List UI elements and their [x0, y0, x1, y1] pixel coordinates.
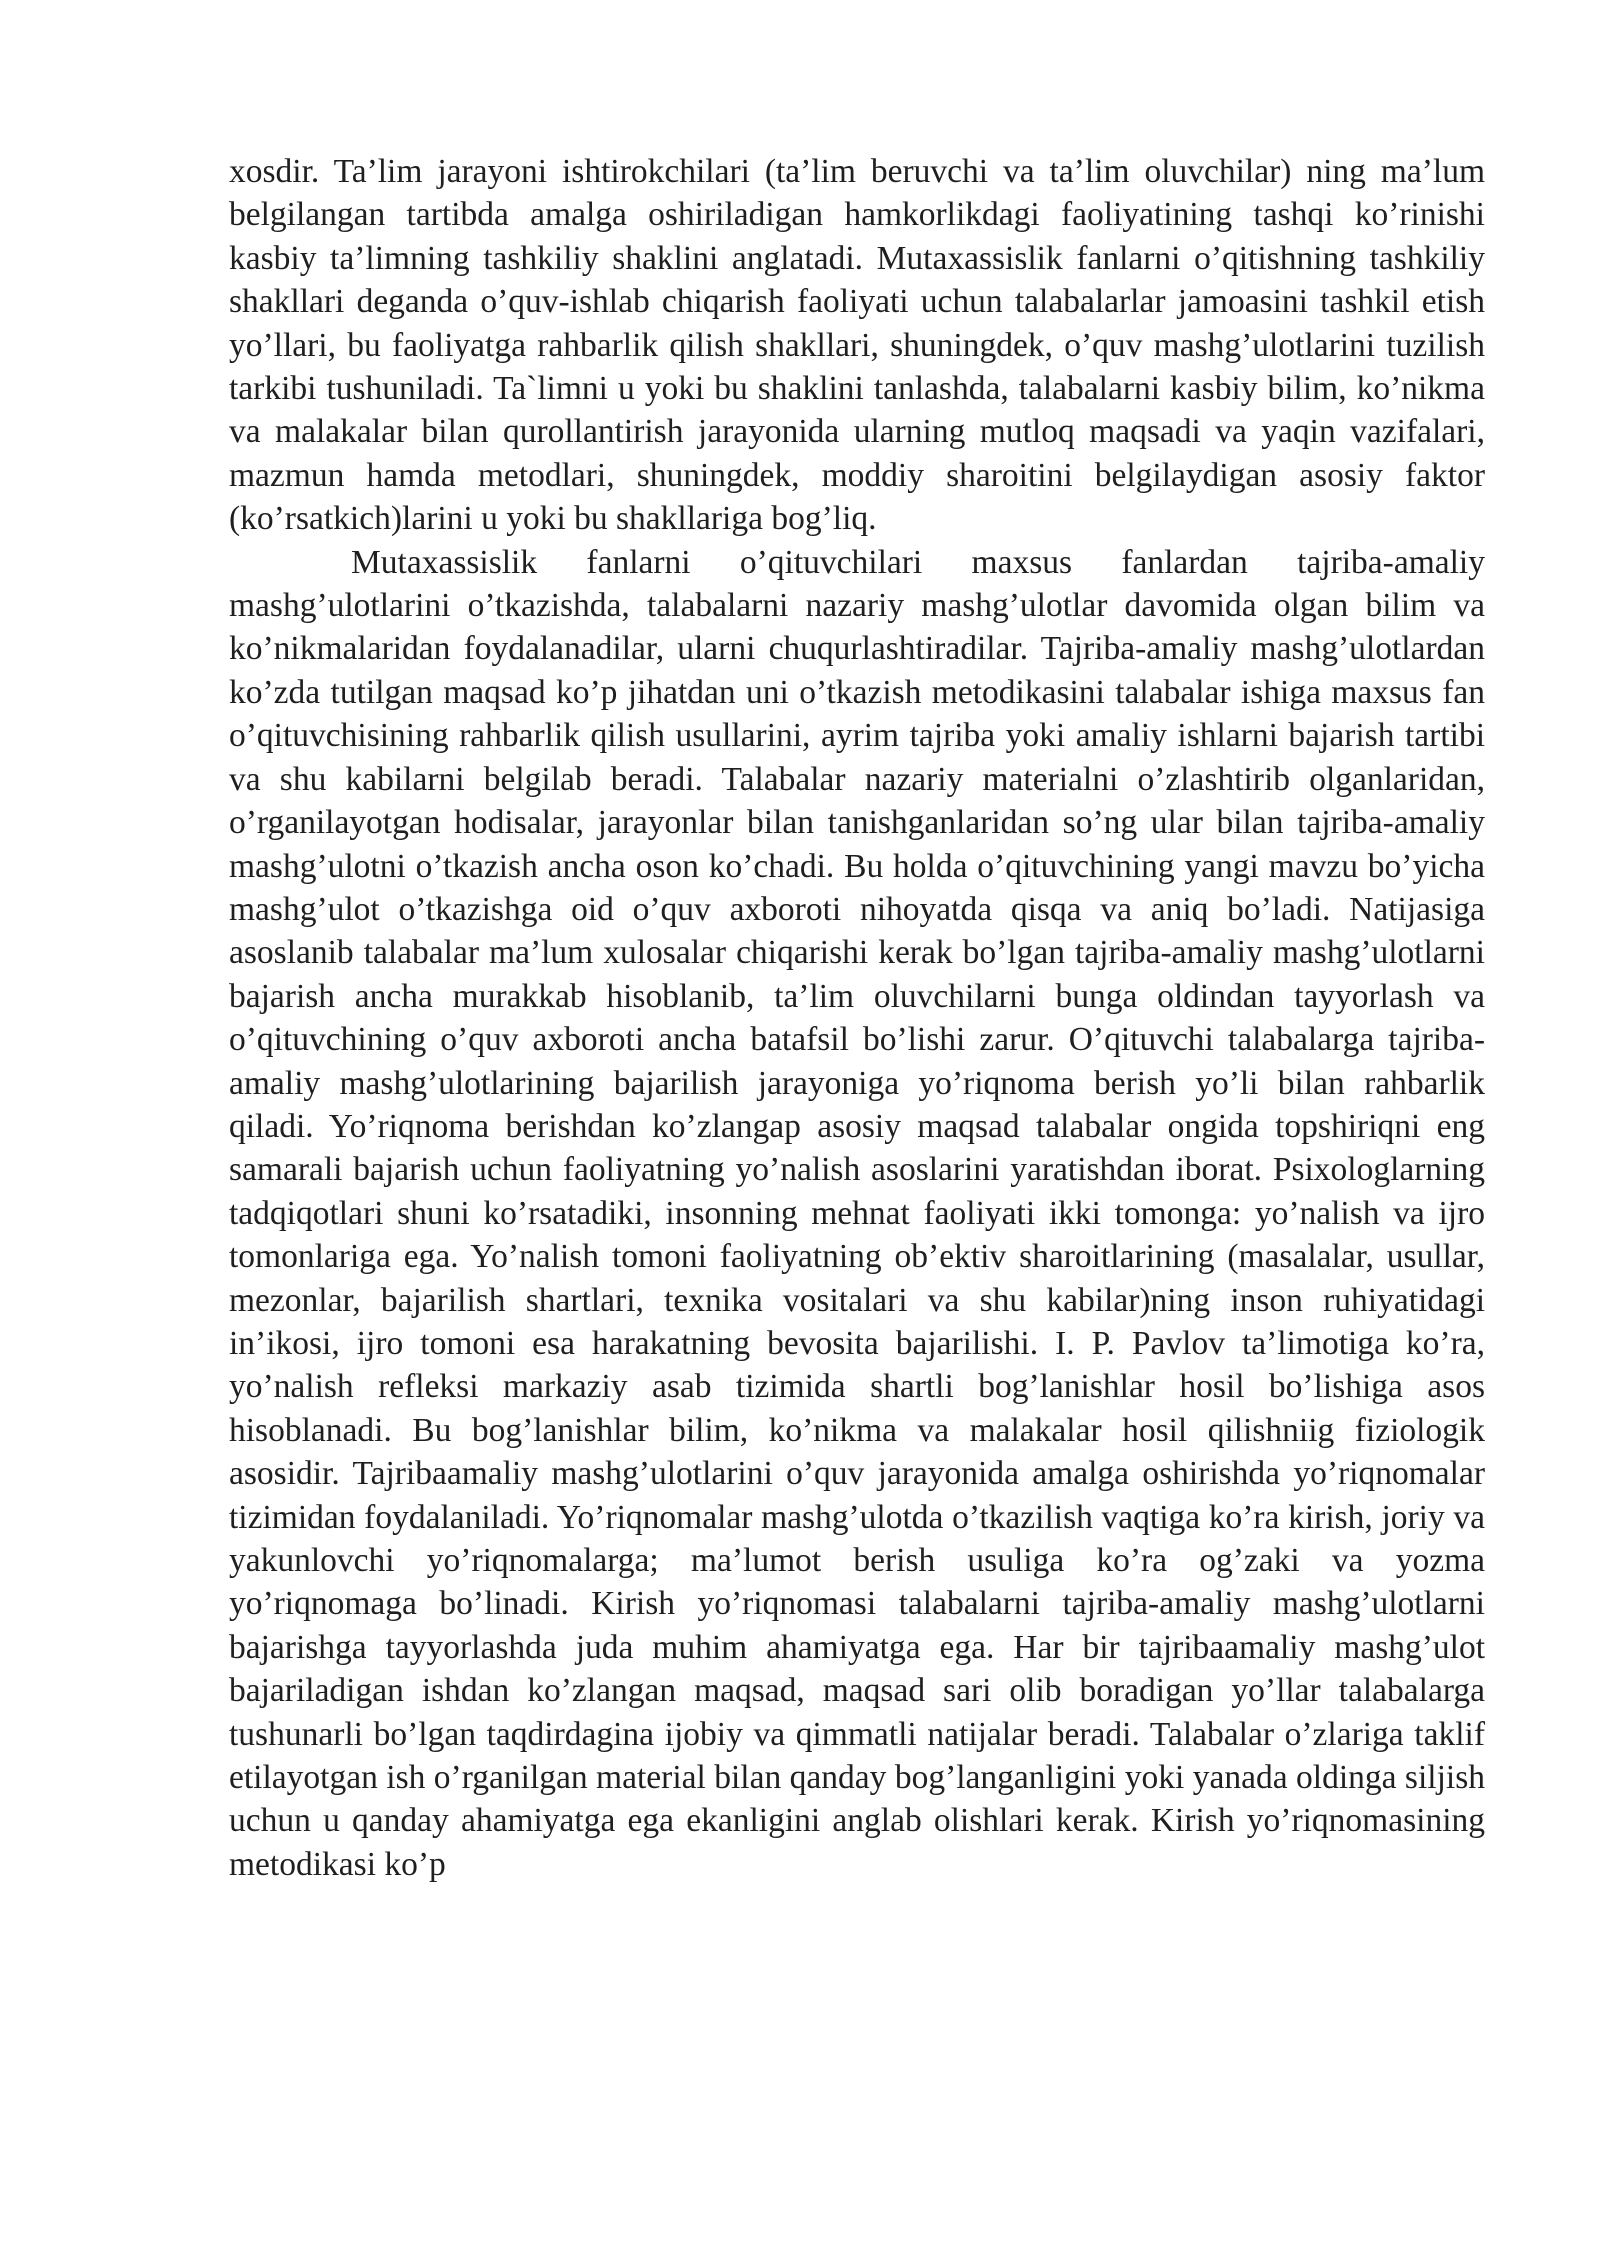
paragraph-practical-classes: Mutaxassislik fanlarni o’qituvchilari maxsus fanlardan tajriba-amaliy mashg’ulotlarini o’tkazishda, talabalarni nazariy mashg’ulotlar davomida olgan bilim va ko’nikmalaridan foydalanadilar, ularni chuqurlashtiradilar. Tajriba-amaliy mashg’ulotlardan ko’zda tutilgan maqsad ko’p jihatdan uni o’tkazish metodikasini talabalar ishiga maxsus fan o’qituvchisining rahbarlik qilish usullarini, ayrim tajriba yoki amaliy ishlarni bajarish tartibi va shu kabilarni belgilab beradi. Talabalar nazariy materialni o’zlashtirib olganlaridan, o’rganilayotgan hodisalar, jarayonlar bilan tanishganlaridan so’ng ular bilan tajriba-amaliy mashg’ulotni o’tkazish ancha oson ko’chadi. Bu holda o’qituvchining yangi mavzu bo’yicha mashg’ulot o’tkazishga oid o’quv axboroti nihoyatda qisqa va aniq bo’ladi. Natijasiga asoslanib talabalar ma’lum xulosalar chiqarishi kerak bo’lgan tajriba-amaliy mashg’ulotlarni bajarish ancha murakkab hisoblanib, ta’lim oluvchilarni bunga oldindan tayyorlash va o’qituvchining o’quv axboroti ancha batafsil bo’lishi zarur. O’qituvchi talabalarga tajriba-amaliy mashg’ulotlarining bajarilish jarayoniga yo’riqnoma berish yo’li bilan rahbarlik qiladi. Yo’riqnoma berishdan ko’zlangap asosiy maqsad talabalar ongida topshiriqni eng samarali bajarish uchun faoliyatning yo’nalish asoslarini yaratishdan iborat. Psixologlarning tadqiqotlari shuni ko’rsatadiki, insonning mehnat faoliyati ikki tomonga: yo’nalish va ijro tomonlariga ega. Yo’nalish tomoni faoliyatning ob’ektiv sharoitlarining (masalalar, usullar, mezonlar, bajarilish shartlari, texnika vositalari va shu kabilar)ning inson ruhiyatidagi in’ikosi, ijro tomoni esa harakatning bevosita bajarilishi. I. P. Pavlov ta’limotiga ko’ra, yo’nalish refleksi markaziy asab tizimida shartli bog’lanishlar hosil bo’lishiga asos hisoblanadi. Bu bog’lanishlar bilim, ko’nikma va malakalar hosil qilishniig fiziologik asosidir. Tajribaamaliy mashg’ulotlarini o’quv jarayonida amalga oshirishda yo’riqnomalar tizimidan foydalaniladi. Yo’riqnomalar mashg’ulotda o’tkazilish vaqtiga ko’ra kirish, joriy va yakunlovchi yo’riqnomalarga; ma’lumot berish usuliga ko’ra og’zaki va yozma yo’riqnomaga bo’linadi. Kirish yo’riqnomasi talabalarni tajriba-amaliy mashg’ulotlarni bajarishga tayyorlashda juda muhim ahamiyatga ega. Har bir tajribaamaliy mashg’ulot bajariladigan ishdan ko’zlangan maqsad, maqsad sari olib boradigan yo’llar talabalarga tushunarli bo’lgan taqdirdagina ijobiy va qimmatli natijalar beradi. Talabalar o’zlariga taklif etilayotgan ish o’rganilgan material bilan qanday bog’langanligini yoki yanada oldinga siljish uchun u qanday ahamiyatga ega ekanligini anglab olishlari kerak. Kirish yo’riqnomasining metodikasi ko’p	[229, 543, 1485, 1883]
body-text	[229, 150, 1485, 1886]
paragraph-continuation: xosdir. Ta’lim jarayoni ishtirokchilari (ta’lim beruvchi va ta’lim oluvchilar) ning ma’lum belgilangan tartibda amalga oshiriladigan hamkorlikdagi faoliyatining tashqi ko’rinishi kasbiy ta’limning tashkiliy shaklini anglatadi. Mutaxassislik fanlarni o’qitishning tashkiliy shakllari deganda o’quv-ishlab chiqarish faoliyati uchun talabalarlar jamoasini tashkil etish yo’llari, bu faoliyatga rahbarlik qilish shakllari, shuningdek, o’quv mashg’ulotlarini tuzilish tarkibi tushuniladi. Ta`limni u yoki bu shaklini tanlashda, talabalarni kasbiy bilim, ko’nikma va malakalar bilan qurollantirish jarayonida ularning mutloq maqsadi va yaqin vazifalari, mazmun hamda metodlari, shuningdek, moddiy sharoitini belgilaydigan asosiy faktor (ko’rsatkich)larini u yoki bu shakllariga bog’liq.	[229, 153, 1485, 538]
